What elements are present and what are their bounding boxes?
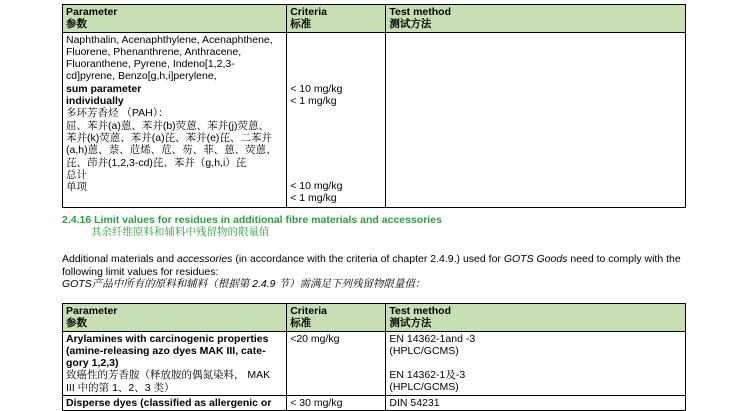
header-criteria: Criteria 标准 <box>287 304 386 332</box>
header-test-method: Test method 测试方法 <box>386 5 686 33</box>
pah-name-line: Naphthalin, Acenaphthylene, Acenaphthene, <box>66 33 273 46</box>
pah-name-line: Fluorene, Phenanthrene, Anthracene, <box>66 45 242 58</box>
disperse-parameter-cell: Disperse dyes (classified as allergenic or <box>63 396 287 411</box>
pah-name-line: cd]pyrene, Benzo[g,h,i]perylene, <box>66 70 217 83</box>
intro-paragraph: Additional materials and accessories (in accordance with the criteria of chapter 2.4.9.) used for GOTS Goods need to comply with the following limit values for residues: GOTS产品中所有的原料和辅料（根据第 2.4.9 节）需满足下列残留物限量值： <box>62 253 702 291</box>
table-header-row <box>63 304 686 332</box>
table-row <box>63 32 686 207</box>
pah-criteria-cell <box>287 32 386 207</box>
sum-parameter-label: sum parameter <box>66 82 142 95</box>
table-row <box>63 396 686 411</box>
disperse-method-cell: DIN 54231 <box>386 396 686 411</box>
criteria-individual-cn: < 1 mg/kg <box>290 192 337 205</box>
criteria-sum: < 10 mg/kg <box>290 82 343 95</box>
header-criteria: Criteria 标准 <box>287 5 386 33</box>
pah-cn-title: 多环芳香烃 （PAH）： <box>66 107 169 120</box>
pah-cn-line: 芘、茚并(1,2,3-cd)芘、苯并（g,h,i）芘 <box>66 156 247 169</box>
pah-test-method-cell <box>386 32 686 207</box>
individually-label: individually <box>66 95 124 108</box>
pah-cn-individual: 单项 <box>66 181 87 194</box>
pah-parameter-cell <box>63 32 287 207</box>
disperse-criteria-cell: < 30 mg/kg <box>287 396 386 411</box>
arylamines-method-cell: EN 14362-1and -3 (HPLC/GCMS) EN 14362-1及-3 (HPLC/GCMS) <box>386 331 686 395</box>
header-parameter: Parameter 参数 <box>63 5 287 33</box>
pah-table <box>62 4 686 208</box>
section-title: 2.4.16 Limit values for residues in additional fibre materials and accessories <box>62 214 442 226</box>
residue-table <box>62 303 686 411</box>
pah-cn-line: 苯并(k)荧蒽、苯并(a)芘、苯并(e)芘、二苯并 <box>66 131 272 144</box>
arylamines-parameter-cell: Arylamines with carcinogenic properties (amine-releasing azo dyes MAK III, cate- gory 1,2,3) 致癌性的芳香胺（释放胺的偶氮染料， MAK III 中的第 1、2、3 类） <box>63 331 287 395</box>
section-title-cn: 其余纤维原料和辅料中残留物的限量值 <box>91 226 270 238</box>
criteria-individual: < 1 mg/kg <box>290 94 337 107</box>
table-row <box>63 331 686 395</box>
arylamines-criteria-cell: <20 mg/kg <box>287 331 386 395</box>
pah-name-line: Fluoranthene, Pyrene, Indeno[1,2,3- <box>66 58 235 71</box>
pah-cn-line: (a,h)蒽、萘、苊烯、苊、芴、菲、蒽、荧蒽、 <box>66 144 277 157</box>
header-test-method: Test method 测试方法 <box>386 304 686 332</box>
intro-cn: GOTS产品中所有的原料和辅料（根据第 2.4.9 节）需满足下列残留物限量值： <box>62 278 426 290</box>
header-parameter: Parameter 参数 <box>63 304 287 332</box>
criteria-sum-cn: < 10 mg/kg <box>290 180 343 193</box>
pah-cn-line: 屈、苯并(a)蒽、苯并(b)荧蒽、苯并(j)荧蒽、 <box>66 119 269 132</box>
section-heading <box>62 214 442 238</box>
table-header-row <box>63 5 686 33</box>
pah-cn-sum: 总计 <box>66 168 87 181</box>
